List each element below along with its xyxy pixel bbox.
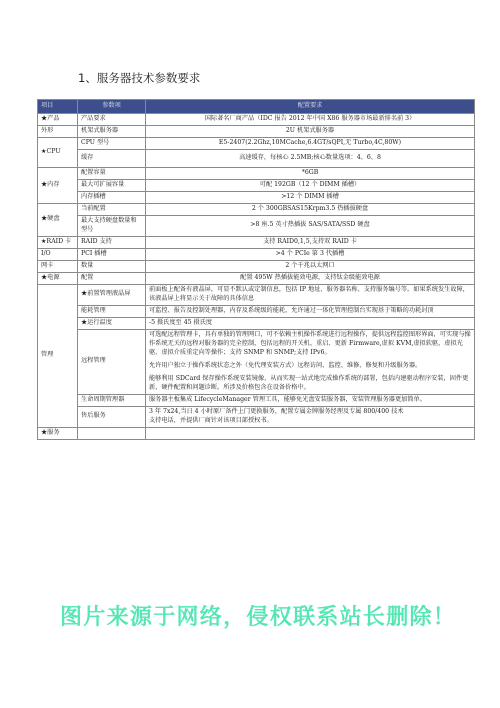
row-label-form: 外形 xyxy=(38,125,78,137)
table-row xyxy=(38,179,475,191)
service-line-1: 3 年 7x24,当日 4 小时原厂备件上门更换服务，配置专属金牌服务经理及专属 800/400 技术 xyxy=(149,407,404,415)
server-spec-table xyxy=(37,99,475,440)
row-label-psu: ★电源 xyxy=(38,272,78,284)
table-row xyxy=(38,114,475,126)
row-label-disk: ★硬盘 xyxy=(38,203,78,236)
header-requirement: 配置要求 xyxy=(146,100,475,114)
table-row xyxy=(38,260,475,272)
value-mgmt-power: 可监控、报告及控制处理器，内存及系统级的能耗，允许通过一体化管理控制台实现基于策略的功耗封顶 xyxy=(146,305,475,317)
value-mem-slot: >12 个 DIMM 插槽 xyxy=(146,191,475,203)
param-form: 机架式服务器 xyxy=(78,125,146,137)
table-row xyxy=(38,248,475,260)
service-empty-cell xyxy=(146,427,475,439)
value-mgmt-lcd: 前面板上配备有液晶屏，可显不默认或定制信息，包括 IP 地址、服务器名称、支持服务编号等。如果系统发生故障，该液晶屏上将显示关于故障的具体信息 xyxy=(146,284,475,305)
service-empty-cell xyxy=(78,427,146,439)
service-line-2: 支持电话，并提供厂商针对该项目部授权书。 xyxy=(149,416,273,424)
value-io: >4 个 PCIe 第 3 代插槽 xyxy=(146,248,475,260)
value-disk-max: >8 座.5 英寸热插拔 SAS/SATA/SSD 硬盘 xyxy=(146,215,475,236)
param-mgmt-remote: 远程管理 xyxy=(78,329,146,394)
row-label-memory: ★内存 xyxy=(38,167,78,203)
row-label-management: 管理 xyxy=(38,284,78,427)
row-label-raid: ★RAID 卡 xyxy=(38,236,78,248)
param-mem-slot: 内存插槽 xyxy=(78,191,146,203)
value-mgmt-temp: -5 摄氏度至 45 摄氏度 xyxy=(146,317,475,329)
value-disk-current: 2 个 300GBSAS15Krpm3.5 热插拔硬盘 xyxy=(146,203,475,215)
param-disk-max: 最大支持硬盘数量和型号 xyxy=(78,215,146,236)
value-mgmt-lifecycle: 服务器主板集成 LifecycleManager 管理工具，能够免光盘安装服务器，安装管理服务器更加简单。 xyxy=(146,394,475,406)
param-cpu-cache: 缓存 xyxy=(78,149,146,167)
table-row xyxy=(38,272,475,284)
param-psu: 配置 xyxy=(78,272,146,284)
table-row xyxy=(38,203,475,215)
remote-paragraph-1: 可选配远程管理卡，具有单独的管理网口，可不依赖主机操作系统进行远程操作，提供远程监控图形界面，可实现与操作系统无关的远程对服务器的完全控制，包括远程的开关机、重启、更新 Firmware,虚拟 KVM,虚拟软驱，虚拟光驱、虚拟介质重定向等操作；支持 SNMP 和 SNMP;支持 IPv6。 xyxy=(149,330,471,356)
header-project: 项目 xyxy=(38,100,78,114)
value-cpu-model: E5-2407(2.2Ghz,10MCache,6.4GT/sQPI,无 Turbo,4C,80W) xyxy=(146,137,475,149)
param-mgmt-lifecycle: 生命周期管理器 xyxy=(78,394,146,406)
param-mgmt-temp: ★运行温度 xyxy=(78,317,146,329)
row-label-nic: 网卡 xyxy=(38,260,78,272)
value-psu: 配置 495W 热插拔能效电源，支持钛金级能效电源 xyxy=(146,272,475,284)
param-mgmt-power: 能耗管理 xyxy=(78,305,146,317)
param-mgmt-lcd: ★前置管理液晶屏 xyxy=(78,284,146,305)
page-heading: 1、服务器技术参数要求 xyxy=(78,71,201,85)
value-mem-capacity: *6GB xyxy=(146,167,475,179)
param-product-req: 产品要求 xyxy=(78,114,146,126)
param-raid: RAID 支持 xyxy=(78,236,146,248)
header-param: 参数项 xyxy=(78,100,146,114)
param-service: 售后服务 xyxy=(78,406,146,427)
table-row xyxy=(38,394,475,406)
remote-paragraph-2: 允许用户独立于操作系统状态之外（免代理安装方式）远程访问、监控、维修、修复和升级服务器。 xyxy=(149,361,422,369)
row-label-io: I/O xyxy=(38,248,78,260)
value-mem-max: 可配 192GB（12 个 DIMM 插槽） xyxy=(146,179,475,191)
table-row xyxy=(38,167,475,179)
value-service xyxy=(146,406,475,427)
row-label-product: ★产品 xyxy=(38,114,78,126)
table-row xyxy=(38,125,475,137)
table-row xyxy=(38,236,475,248)
remote-paragraph-3: 能够利用 SDCard 保存操作系统安装镜像，从而实现一站式地完成操作系统的部署，包括内建驱动程序安装，固件更新、硬件配置和问题诊断。所涉及价格包含在设备价格中。 xyxy=(149,374,469,391)
value-product-req: 国际著名厂商产品（IDC 报告 2012 年中国 X86 服务器市场最新排名前 3） xyxy=(146,114,475,126)
value-mgmt-remote xyxy=(146,329,475,394)
table-row xyxy=(38,329,475,394)
watermark-text: 图片来源于网络，侵权联系站长删除！ xyxy=(60,605,457,630)
value-cpu-cache: 高速缓存，每核心 2.5MB;核心数量选项：4、6、8 xyxy=(146,149,475,167)
param-cpu-model: CPU 型号 xyxy=(78,137,146,149)
table-row xyxy=(38,305,475,317)
value-form: 2U 机架式服务器 xyxy=(146,125,475,137)
table-row xyxy=(38,137,475,149)
table-row xyxy=(38,191,475,203)
table-header-row xyxy=(38,100,475,114)
value-nic: 2 个千兆以太网口 xyxy=(146,260,475,272)
param-io: PCI 插槽 xyxy=(78,248,146,260)
param-mem-max: 最大可扩展容量 xyxy=(78,179,146,191)
table-row xyxy=(38,406,475,427)
param-nic: 数量 xyxy=(78,260,146,272)
table-row xyxy=(38,317,475,329)
row-label-service: ★服务 xyxy=(38,427,78,439)
table-row xyxy=(38,284,475,305)
table-row xyxy=(38,427,475,439)
value-raid: 支持 RAID0,1,5,支持双 RAID 卡 xyxy=(146,236,475,248)
table-row xyxy=(38,149,475,167)
param-disk-current: 当前配置 xyxy=(78,203,146,215)
row-label-cpu: ★CPU xyxy=(38,137,78,167)
table-row xyxy=(38,215,475,236)
param-mem-capacity: 配置容量 xyxy=(78,167,146,179)
